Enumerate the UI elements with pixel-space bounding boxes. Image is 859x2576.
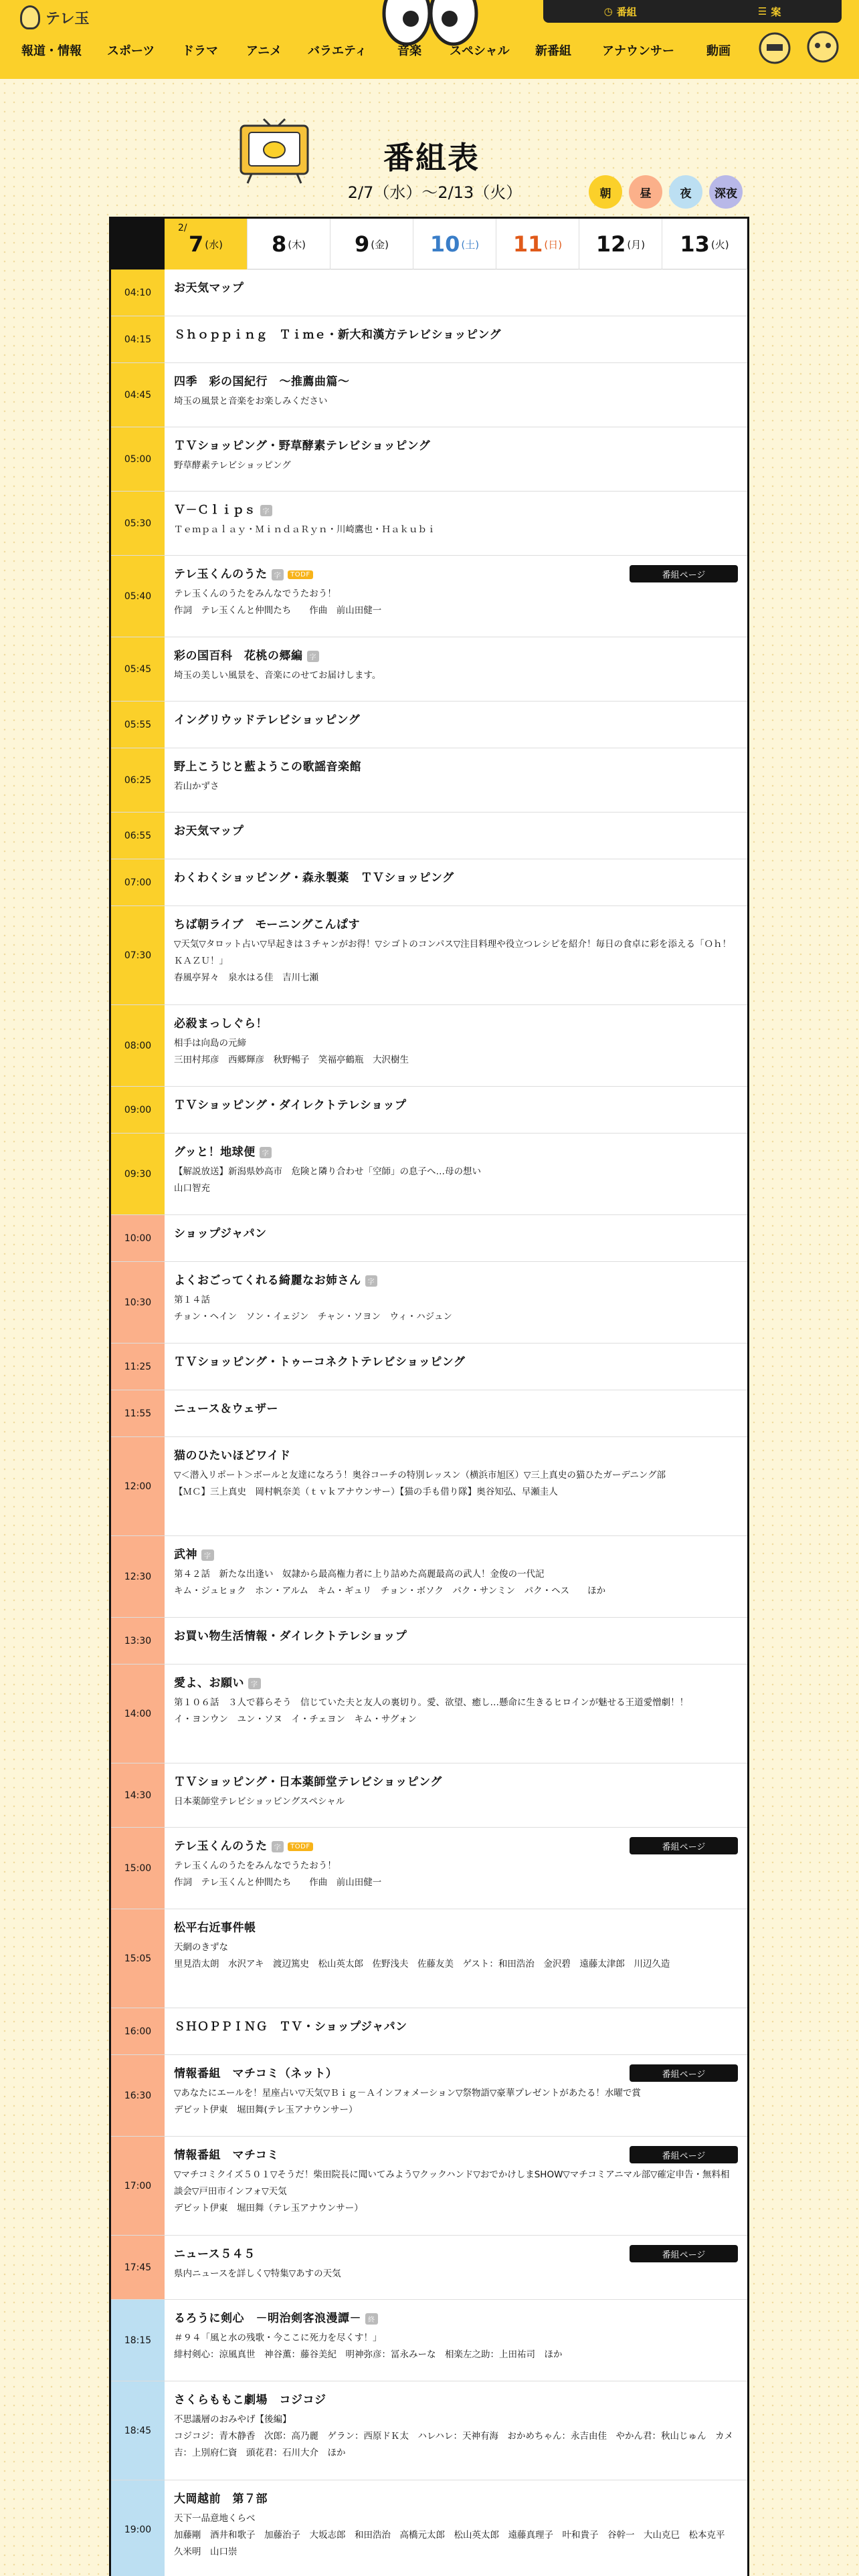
program-time: 17:00	[111, 2137, 165, 2235]
time-zone-button[interactable]: 深夜	[709, 175, 743, 209]
day-tab[interactable]	[248, 219, 330, 270]
program-time: 14:30	[111, 1763, 165, 1827]
program-row[interactable]	[111, 1909, 747, 2008]
program-row[interactable]	[111, 1437, 747, 1536]
nav-item[interactable]: アニメ	[246, 44, 282, 58]
program-title-line	[174, 325, 738, 342]
day-number: 12	[595, 231, 626, 257]
program-title[interactable]: グッと！地球便	[174, 1146, 256, 1159]
day-tab[interactable]	[662, 219, 747, 270]
program-title-line	[174, 372, 738, 389]
program-row[interactable]	[111, 1390, 747, 1437]
program-title[interactable]: さくらももこ劇場 コジコジ	[174, 2393, 326, 2407]
program-row[interactable]	[111, 859, 747, 906]
program-row[interactable]	[111, 1828, 747, 1909]
program-row[interactable]	[111, 427, 747, 492]
program-row[interactable]	[111, 1536, 747, 1618]
program-description: 埼玉の美しい風景を、音楽にのせてお届けします。	[174, 670, 381, 681]
program-row[interactable]	[111, 2300, 747, 2381]
program-title-line	[174, 1673, 738, 1690]
program-title-line	[174, 436, 738, 453]
program-title[interactable]: 愛よ、お願い	[174, 1677, 244, 1690]
program-description: ▽＜潜入リポート＞ボールと友達になろう！奥谷コーチの特別レッスン（横浜市旭区）▽三上真史の猫ひたガーデニング部 【ＭＣ】三上真史 岡村帆奈美（ｔｖｋアナウンサー）【猫の手も借り隊】奥谷知弘、早瀬圭人	[174, 1470, 666, 1497]
date-range: 2/7（水）〜2/13（火）	[347, 183, 522, 202]
program-grid	[109, 217, 749, 2576]
program-title-line	[174, 1095, 738, 1112]
program-body	[165, 1215, 747, 1261]
program-title-line	[174, 500, 738, 517]
program-row[interactable]	[111, 1763, 747, 1828]
program-title-line	[174, 915, 738, 932]
program-title-line	[174, 1271, 738, 1287]
program-body	[165, 1262, 747, 1343]
program-description: 第１０６話 ３人で暮らそう 信じていた夫と友人の裏切り。愛、欲望、癒し…懸命に生きるヒロインが魅せる王道愛憎劇！！ イ・ヨンウン ユン・ソヌ イ・チェヨン キム・サグォン	[174, 1697, 689, 1725]
program-description: 不思議層のおみやげ【後編】 コジコジ：青木静香 次郎：高乃麗 ゲラン：西原ドＫ太 ハレハレ：天神有海 おかめちゃん：永吉由佳 やかん君：秋山じゅん カメ吉：上別府仁資 頭花君：石川大介 ほか	[174, 2414, 734, 2458]
day-weekday: (水)	[205, 238, 223, 251]
program-page-button[interactable]: 番組ページ	[630, 2245, 738, 2262]
program-time: 04:15	[111, 316, 165, 362]
program-row[interactable]	[111, 702, 747, 748]
program-row[interactable]	[111, 1215, 747, 1262]
program-page-button[interactable]: 番組ページ	[630, 2064, 738, 2082]
nav-item[interactable]: バラエティ	[308, 44, 367, 58]
clock-icon: ◷	[603, 5, 613, 17]
program-body	[165, 813, 747, 859]
program-body	[165, 1909, 747, 2008]
program-title-line	[174, 646, 738, 663]
page-title: 番組表	[383, 140, 480, 176]
topbar-schedule-label: 番組	[616, 5, 637, 18]
program-description: 埼玉の風景と音楽をお楽しみください	[174, 396, 328, 407]
program-description: 第１４話 チョン・ヘイン ソン・イェジン チャン・ソヨン ウィ・ハジュン	[174, 1295, 452, 1322]
program-title-line	[174, 1772, 738, 1789]
nav-item[interactable]: スペシャル	[450, 44, 510, 58]
program-description: ▽天気▽タロット占い▽早起きは３チャンがお得！▽シゴトのコンパス▽注目料理や役立つレシピを紹介！毎日の食卓に彩を添える「Ｏｈ！ＫＡＺＵ！」 春風亭昇々 泉水はる佳 吉川七瀬	[174, 939, 731, 983]
day-tab[interactable]	[413, 219, 496, 270]
program-title-line	[174, 821, 738, 838]
program-title[interactable]: わくわくショッピング・森永製薬 ＴＶショッピング	[174, 871, 454, 885]
program-time: 05:00	[111, 427, 165, 491]
program-body	[165, 363, 747, 427]
program-title-line	[174, 2309, 738, 2325]
program-title[interactable]: よくおごってくれる綺麗なお姉さん	[174, 1274, 361, 1287]
program-title[interactable]: ニュース＆ウェザー	[174, 1402, 278, 1416]
program-time: 19:00	[111, 2480, 165, 2576]
program-body	[165, 1437, 747, 1535]
todf-badge: TODF	[288, 570, 312, 579]
program-time: 09:30	[111, 1134, 165, 1214]
program-row[interactable]	[111, 1344, 747, 1390]
program-title-line	[174, 1142, 738, 1159]
day-number: 13	[680, 231, 710, 257]
program-body	[165, 1087, 747, 1133]
nav-item[interactable]: アナウンサー	[602, 44, 674, 58]
program-description: テレ玉くんのうたをみんなでうたおう！ 作詞 テレ玉くんと仲間たち 作曲 前山田健一	[174, 588, 382, 616]
program-description: 県内ニュースを詳しく▽特集▽あすの天気	[174, 2268, 341, 2279]
program-row[interactable]	[111, 1618, 747, 1665]
program-body	[165, 1618, 747, 1664]
program-page-button[interactable]: 番組ページ	[630, 1837, 738, 1854]
program-row[interactable]	[111, 2008, 747, 2055]
program-page-button[interactable]: 番組ページ	[630, 2146, 738, 2163]
program-time: 06:55	[111, 813, 165, 859]
program-title-line	[174, 2390, 738, 2407]
day-weekday: (土)	[461, 238, 480, 251]
program-row[interactable]	[111, 556, 747, 637]
program-title[interactable]: ＴＶショッピング・ダイレクトテレショップ	[174, 1099, 407, 1112]
program-time: 16:00	[111, 2008, 165, 2054]
program-row[interactable]	[111, 1134, 747, 1215]
list-icon: ☰	[757, 5, 767, 17]
program-title-line	[174, 2489, 738, 2506]
program-description: ▽マチコミクイズ５０１▽そうだ！柴田院長に聞いてみよう▽クックハンド▽おでかけしまSHOW▽マチコミアニマル部▽確定申告・無料相談会▽戸田市インフォ▽天気 デビット伊東 堀田舞（テレ玉アナウンサー）	[174, 2169, 730, 2214]
program-time: 11:25	[111, 1344, 165, 1390]
program-time: 14:00	[111, 1665, 165, 1763]
program-time: 12:30	[111, 1536, 165, 1617]
program-title[interactable]: ＳＨＯＰＰＩＮＧ ＴＶ・ショップジャパン	[174, 2020, 407, 2034]
day-weekday: (月)	[627, 238, 646, 251]
program-body	[165, 2381, 747, 2480]
program-body	[165, 427, 747, 491]
program-body	[165, 906, 747, 1004]
program-row[interactable]	[111, 316, 747, 363]
day-weekday: (金)	[371, 238, 389, 251]
program-title[interactable]: 武神	[174, 1548, 197, 1562]
day-tab[interactable]	[496, 219, 579, 270]
program-title-line	[174, 278, 738, 295]
program-description: ＃９４「風と水の残歌・今ここに死力を尽くす！」 緋村剣心：涼風真世 神谷薫：藤谷美紀 明神弥彦：冨永みーな 相楽左之助：上田祐司 ほか	[174, 2333, 563, 2360]
program-title-line	[174, 757, 738, 774]
program-title[interactable]: 情報番組 マチコミ（ネット）	[174, 2067, 338, 2080]
nav-item[interactable]: 動画	[706, 44, 731, 58]
program-title[interactable]: お買い物生活情報・ダイレクトテレショップ	[174, 1630, 407, 1643]
program-time: 18:15	[111, 2300, 165, 2381]
program-body	[165, 316, 747, 362]
program-description: 天下一品意地くらべ 加藤剛 酒井和歌子 加藤治子 大坂志郎 和田浩治 高橋元太郎 松山英太郎 遠藤真理子 叶和貴子 谷幹一 大山克巳 松本克平 久米明 山口崇	[174, 2513, 725, 2557]
program-title[interactable]: ニュース５４５	[174, 2248, 256, 2261]
caption-badge: 終	[365, 2313, 378, 2325]
program-row[interactable]	[111, 1665, 747, 1763]
main-nav	[0, 36, 859, 63]
program-title[interactable]: お天気マップ	[174, 825, 244, 838]
program-time: 09:00	[111, 1087, 165, 1133]
program-body	[165, 2300, 747, 2381]
program-title[interactable]: ＴＶショッピング・トゥーコネクトテレビショッピング	[174, 1356, 466, 1369]
program-time: 05:40	[111, 556, 165, 637]
day-tab[interactable]	[165, 219, 248, 270]
program-body	[165, 1763, 747, 1827]
program-title-line	[174, 1224, 738, 1241]
program-time: 05:30	[111, 492, 165, 555]
program-title[interactable]: るろうに剣心 －明治剣客浪漫譚－	[174, 2312, 361, 2325]
program-time: 15:00	[111, 1828, 165, 1909]
program-title[interactable]: 大岡越前 第７部	[174, 2492, 268, 2506]
program-title-line	[174, 1399, 738, 1416]
topbar-schedule-link[interactable]	[604, 5, 637, 19]
tv-mascot-icon	[234, 112, 314, 186]
program-title[interactable]: ＴＶショッピング・日本薬師堂テレビショッピング	[174, 1776, 442, 1789]
program-body	[165, 1344, 747, 1390]
program-body	[165, 1536, 747, 1617]
day-weekday: (火)	[710, 238, 729, 251]
program-body	[165, 1665, 747, 1763]
time-zone-button[interactable]: 昼	[629, 175, 662, 209]
program-time: 07:30	[111, 906, 165, 1004]
program-time: 05:45	[111, 637, 165, 701]
program-row[interactable]	[111, 813, 747, 859]
caption-badge: 字	[272, 569, 284, 580]
program-time: 07:00	[111, 859, 165, 905]
day-number: 10	[430, 231, 460, 257]
program-row[interactable]	[111, 270, 747, 316]
program-title-line	[174, 710, 738, 727]
program-time: 08:00	[111, 1005, 165, 1086]
program-time: 13:30	[111, 1618, 165, 1664]
program-row[interactable]	[111, 1262, 747, 1344]
program-title[interactable]: Ｓｈｏｐｐｉｎｇ Ｔｉｍｅ・新大和漢方テレビショッピング	[174, 328, 501, 342]
program-description: 野草酵素テレビショッピング	[174, 460, 291, 471]
program-time: 15:05	[111, 1909, 165, 2008]
program-row[interactable]	[111, 637, 747, 702]
nav-item[interactable]: 音楽	[397, 44, 421, 58]
program-title-line	[174, 1014, 738, 1031]
program-description: テレ玉くんのうたをみんなでうたおう！ 作詞 テレ玉くんと仲間たち 作曲 前山田健一	[174, 1860, 382, 1888]
program-page-button[interactable]: 番組ページ	[630, 565, 738, 582]
program-description: 相手は向島の元締 三田村邦彦 西郷輝彦 秋野暢子 笑福亭鶴瓶 大沢樹生	[174, 1038, 409, 1065]
program-title[interactable]: ショップジャパン	[174, 1227, 267, 1241]
day-number: 7	[189, 231, 204, 257]
program-time: 11:55	[111, 1390, 165, 1436]
topbar-guide-label: 案	[771, 5, 781, 18]
program-description: 第４２話 新たな出逢い 奴隷から最高権力者に上り詰めた高麗最高の武人！金俊の一代記 キム・ジュヒョク ホン・アルム キム・ギュリ チョン・ボソク パク・サンミン パク・ヘス ほか	[174, 1569, 606, 1596]
program-body	[165, 1134, 747, 1214]
program-body	[165, 270, 747, 316]
program-body	[165, 1390, 747, 1436]
program-time: 05:55	[111, 702, 165, 748]
day-weekday: (木)	[288, 238, 306, 251]
program-title[interactable]: 必殺まっしぐら！	[174, 1017, 268, 1031]
program-time: 04:45	[111, 363, 165, 427]
program-body	[165, 2480, 747, 2576]
program-title[interactable]: お天気マップ	[174, 282, 244, 295]
program-time: 18:45	[111, 2381, 165, 2480]
program-body	[165, 748, 747, 812]
grid-corner	[111, 219, 165, 270]
header-character-icons[interactable]	[756, 27, 850, 68]
mascot-icon	[20, 5, 40, 29]
program-time: 10:00	[111, 1215, 165, 1261]
day-tabs	[111, 219, 747, 270]
program-description: 若山かずさ	[174, 781, 219, 792]
program-description: 天網のきずな 里見浩太朗 水沢アキ 渡辺篤史 松山英太郎 佐野浅夫 佐藤友美 ゲスト：和田浩治 金沢碧 遠藤太津郎 川辺久造	[174, 1942, 670, 1969]
nav-item[interactable]: 報道・情報	[21, 44, 82, 58]
program-time: 12:00	[111, 1437, 165, 1535]
todf-badge: TODF	[288, 1842, 312, 1851]
caption-badge: 字	[272, 1841, 284, 1852]
program-row[interactable]	[111, 2055, 747, 2137]
top-bar	[543, 0, 842, 23]
day-weekday: (日)	[544, 238, 563, 251]
program-time: 17:45	[111, 2236, 165, 2299]
caption-badge: 字	[201, 1549, 214, 1561]
program-description: ▽あなたにエールを！星座占い▽天気▽Ｂｉｇ－Ａインフォメーション▽祭物語▽豪華プレゼントがあたる！水曜で賞 デビット伊東 堀田舞(テレ玉アナウンサー）	[174, 2088, 641, 2115]
program-title[interactable]: 彩の国百科 花桃の郷編	[174, 649, 303, 663]
program-title-line	[174, 2017, 738, 2034]
caption-badge: 字	[307, 651, 320, 662]
program-row[interactable]	[111, 492, 747, 556]
program-title[interactable]: Ｖ－Ｃｌｉｐｓ	[174, 504, 256, 517]
program-row[interactable]	[111, 2137, 747, 2236]
day-number: 11	[512, 231, 543, 257]
program-row[interactable]	[111, 2381, 747, 2480]
program-body	[165, 859, 747, 905]
caption-badge: 字	[248, 1678, 261, 1689]
day-tab[interactable]	[330, 219, 413, 270]
program-row[interactable]	[111, 1005, 747, 1087]
program-description: 日本薬師堂テレビショッピングスペシャル	[174, 1796, 345, 1807]
program-time: 16:30	[111, 2055, 165, 2136]
program-title-line	[174, 1918, 738, 1935]
nav-item[interactable]: スポーツ	[107, 44, 155, 58]
program-body	[165, 637, 747, 701]
program-title-line	[174, 1545, 738, 1562]
program-title[interactable]: イングリウッドテレビショッピング	[174, 714, 361, 727]
program-time: 06:25	[111, 748, 165, 812]
nav-item[interactable]: 新番組	[535, 44, 571, 58]
program-title[interactable]: 四季 彩の国紀行 ～推薦曲篇～	[174, 375, 350, 389]
day-tab[interactable]	[579, 219, 662, 270]
logo-text: テレ玉	[45, 10, 90, 27]
program-body	[165, 1005, 747, 1086]
nav-item[interactable]: ドラマ	[182, 44, 218, 58]
program-row[interactable]	[111, 906, 747, 1005]
program-description: 【解説放送】新潟県妙高市 危険と隣り合わせ「空師」の息子へ…母の想い 山口智充	[174, 1166, 481, 1194]
program-title-line	[174, 1626, 738, 1643]
program-time: 10:30	[111, 1262, 165, 1343]
program-title[interactable]: テレ玉くんのうた	[174, 1840, 268, 1853]
caption-badge: 字	[365, 1275, 378, 1287]
program-description: Ｔｅｍｐａｌａｙ・ＭｉｎｄａＲｙｎ・川崎鷹也・Ｈａｋｕｂｉ	[174, 524, 436, 535]
program-body	[165, 492, 747, 555]
program-row[interactable]	[111, 2236, 747, 2300]
program-title-line	[174, 1446, 738, 1463]
program-time: 04:10	[111, 270, 165, 316]
program-row[interactable]	[111, 1087, 747, 1134]
day-number: 9	[355, 231, 370, 257]
site-header	[0, 0, 859, 79]
caption-badge: 字	[260, 505, 273, 516]
program-row[interactable]	[111, 363, 747, 427]
time-zone-button[interactable]: 朝	[589, 175, 622, 209]
day-number: 8	[272, 231, 287, 257]
program-body	[165, 702, 747, 748]
program-title[interactable]: 猫のひたいほどワイド	[174, 1449, 291, 1463]
program-row[interactable]	[111, 748, 747, 813]
program-title-line	[174, 868, 738, 885]
program-title[interactable]: ＴＶショッピング・野草酵素テレビショッピング	[174, 439, 431, 453]
topbar-guide-link[interactable]	[758, 5, 781, 19]
program-title[interactable]: 野上こうじと藍ようこの歌謡音楽館	[174, 760, 361, 774]
time-zone-button[interactable]: 夜	[669, 175, 702, 209]
program-title-line	[174, 1352, 738, 1369]
program-row[interactable]	[111, 2480, 747, 2576]
day-month: 2/	[178, 223, 187, 233]
program-body	[165, 2008, 747, 2054]
site-logo[interactable]	[20, 5, 90, 29]
program-title[interactable]: テレ玉くんのうた	[174, 568, 268, 581]
program-title[interactable]: 情報番組 マチコミ	[174, 2149, 279, 2162]
caption-badge: 字	[260, 1147, 272, 1158]
program-title[interactable]: 松平右近事件帳	[174, 1921, 256, 1935]
program-title[interactable]: ちば朝ライブ モーニングこんぱす	[174, 918, 360, 932]
